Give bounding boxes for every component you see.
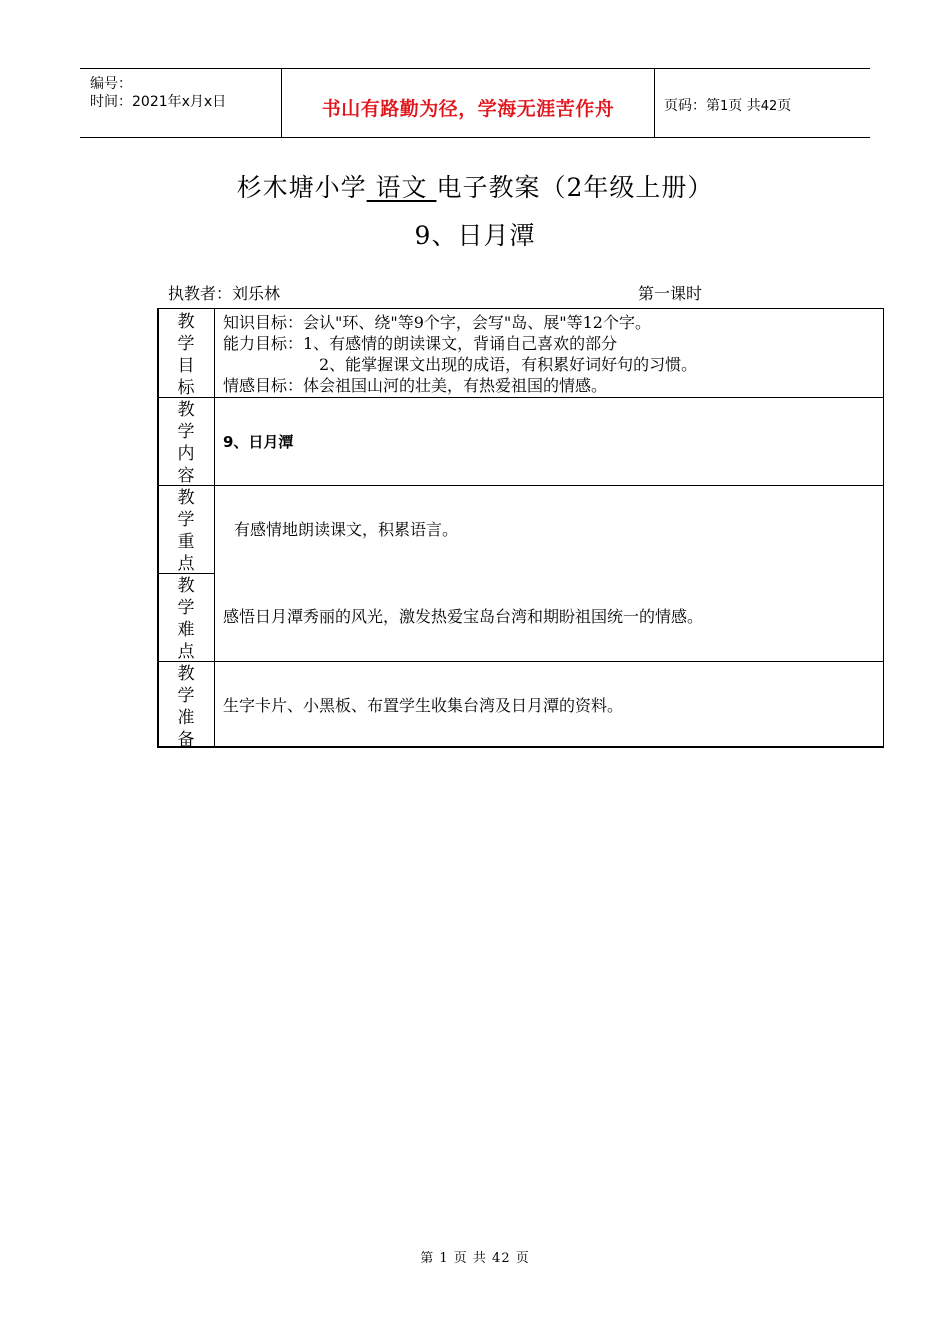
header-left-cell [80, 69, 281, 137]
row-separator [159, 485, 884, 486]
document-header [80, 68, 870, 138]
goals-line-emotion: 情感目标：体会祖国山河的壮美，有热爱祖国的情感。 [223, 376, 608, 395]
preparation-text: 生字卡片、小黑板、布置学生收集台湾及日月潭的资料。 [223, 696, 624, 715]
page-indicator: 页码：第1页 共42页 [664, 98, 792, 114]
goals-line-ability-2: 2、能掌握课文出现的成语，有积累好词好句的习惯。 [319, 355, 698, 374]
row-separator [159, 661, 884, 662]
header-right-cell [654, 69, 870, 137]
teacher-label: 执教者：刘乐林 [168, 284, 281, 303]
page-footer: 第 1 页 共 42 页 [420, 1251, 530, 1266]
subject-underlined: 语文 [366, 173, 437, 202]
difficulties-label: 教 学 难 点 [177, 576, 195, 662]
lesson-plan-table [157, 308, 884, 748]
time-label: 时间：2021年x月x日 [90, 94, 227, 110]
column-divider [214, 309, 215, 747]
goals-line-knowledge: 知识目标：会认"环、绕"等9个字，会写"岛、展"等12个字。 [223, 313, 651, 332]
difficulties-text: 感悟日月潭秀丽的风光，激发热爱宝岛台湾和期盼祖国统一的情感。 [223, 607, 704, 626]
key-points-label: 教 学 重 点 [177, 488, 195, 574]
row-separator [159, 397, 884, 398]
content-text: 9、日月潭 [223, 433, 294, 451]
page-title: 杉木塘小学 语文 电子教案（2年级上册） [236, 173, 714, 202]
goals-line-ability-1: 能力目标：1、有感情的朗读课文，背诵自己喜欢的部分 [223, 334, 618, 353]
header-middle-cell [281, 69, 655, 137]
lesson-period: 第一课时 [638, 284, 703, 303]
content-label: 教 学 内 容 [177, 400, 195, 486]
goals-label: 教 学 目 标 [177, 312, 195, 398]
number-label: 编号： [90, 76, 132, 92]
preparation-label: 教 学 准 备 [177, 664, 195, 750]
key-points-text: 有感情地朗读课文，积累语言。 [234, 520, 459, 539]
lesson-title: 9、日月潭 [414, 221, 536, 250]
motto: 书山有路勤为径，学海无涯苦作舟 [321, 98, 615, 120]
